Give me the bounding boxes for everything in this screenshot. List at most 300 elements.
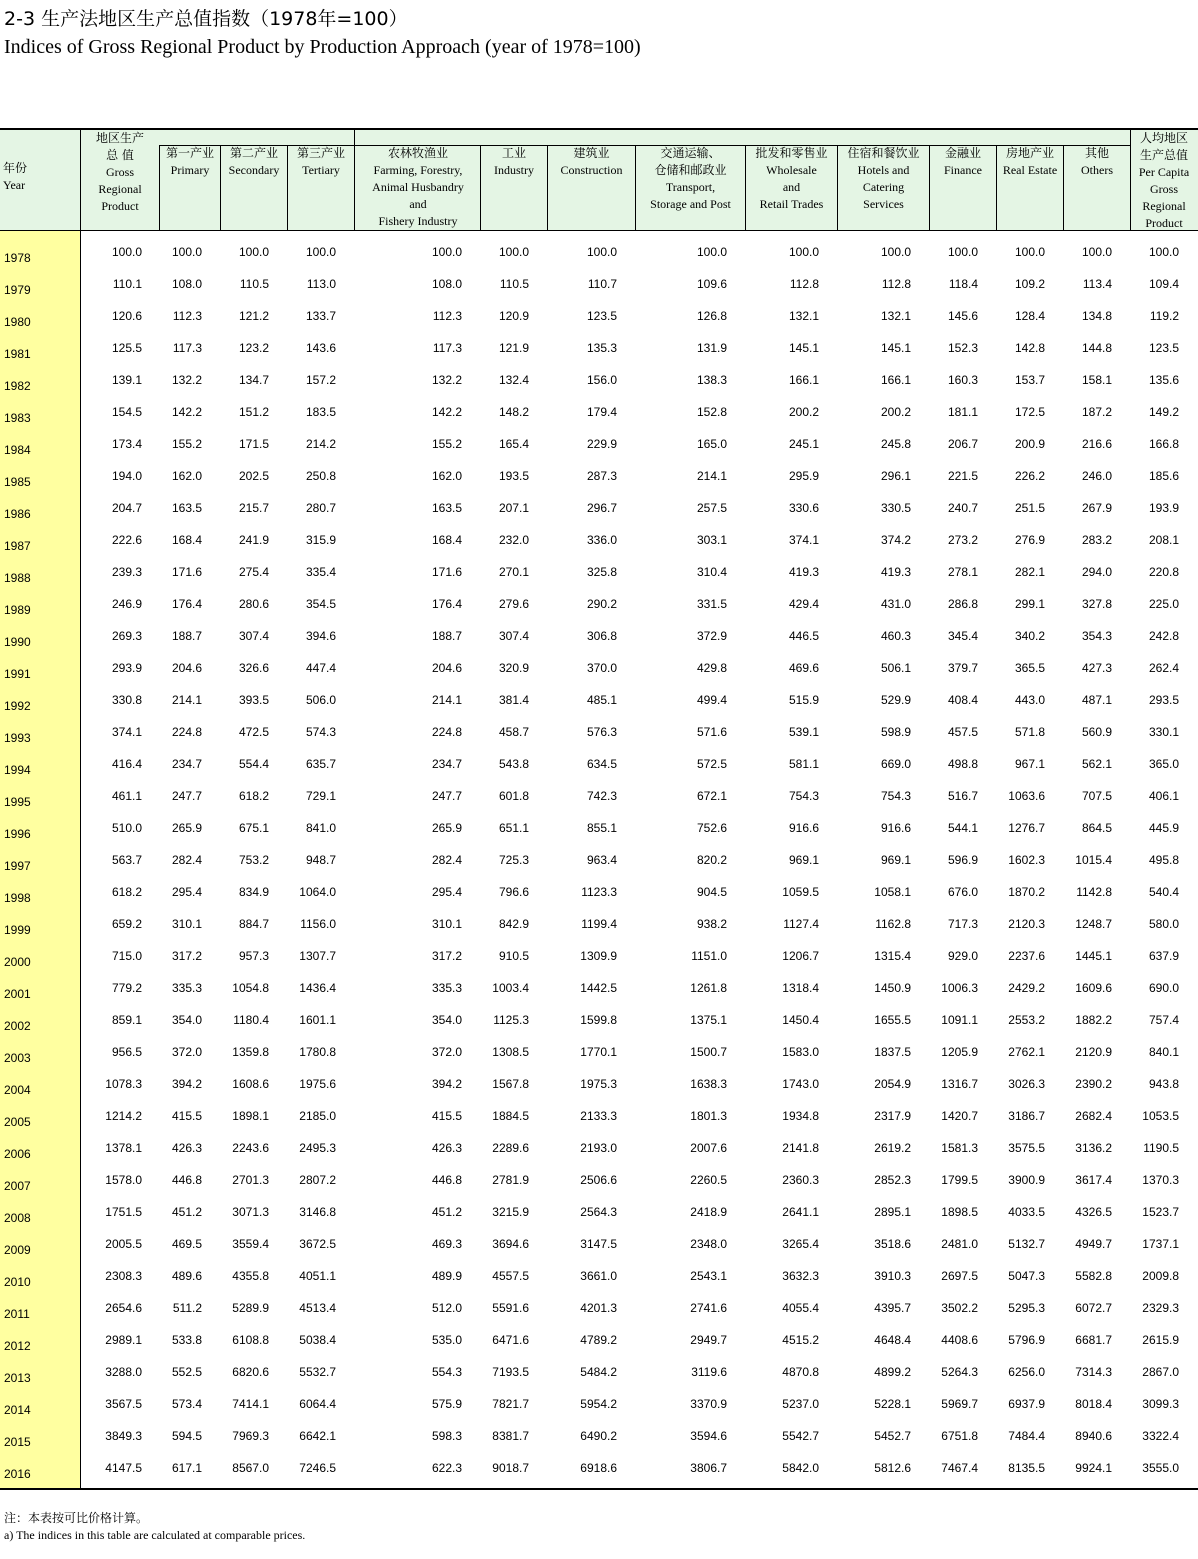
value-cell: 715.0 [111, 949, 142, 963]
value-cell: 1445.1 [1075, 949, 1112, 963]
value-cell: 152.8 [696, 405, 727, 419]
value-cell: 155.2 [431, 437, 462, 451]
value-cell: 1180.4 [233, 1013, 269, 1027]
value-cell: 179.4 [586, 405, 617, 419]
value-cell: 574.3 [305, 725, 336, 739]
value-cell: 118.4 [948, 277, 978, 291]
header-secondary: 第二产业 Secondary [228, 146, 280, 177]
value-cell: 112.8 [881, 277, 911, 291]
value-cell: 499.4 [696, 693, 727, 707]
year-cell: 2014 [4, 1403, 31, 1417]
table-row [0, 460, 1198, 492]
value-cell: 1837.5 [874, 1045, 911, 1059]
value-cell: 8381.7 [492, 1429, 529, 1443]
value-cell: 330.8 [111, 693, 142, 707]
value-cell: 3672.5 [299, 1237, 336, 1251]
table-row [0, 1228, 1198, 1260]
value-cell: 506.1 [880, 661, 911, 675]
table-row [0, 588, 1198, 620]
value-cell: 222.6 [111, 533, 142, 547]
value-cell: 461.1 [111, 789, 142, 803]
value-cell: 2120.9 [1075, 1045, 1112, 1059]
value-cell: 1205.9 [941, 1045, 978, 1059]
value-cell: 943.8 [1148, 1077, 1179, 1091]
value-cell: 176.4 [171, 597, 202, 611]
value-cell: 183.5 [305, 405, 336, 419]
value-cell: 207.1 [498, 501, 529, 515]
value-cell: 393.5 [238, 693, 269, 707]
value-cell: 2390.2 [1075, 1077, 1112, 1091]
table-row [0, 1196, 1198, 1228]
value-cell: 306.8 [586, 629, 617, 643]
table-row [0, 1452, 1198, 1484]
value-cell: 327.8 [1081, 597, 1112, 611]
value-cell: 247.7 [171, 789, 202, 803]
value-cell: 690.0 [1148, 981, 1179, 995]
value-cell: 4949.7 [1075, 1237, 1112, 1251]
header-transport: 交通运输、 仓储和邮政业 Transport, Storage and Post [650, 146, 731, 211]
table-row [0, 332, 1198, 364]
value-cell: 5047.3 [1008, 1269, 1045, 1283]
value-cell: 659.2 [111, 917, 142, 931]
value-cell: 134.7 [238, 373, 269, 387]
value-cell: 1898.1 [232, 1109, 269, 1123]
value-cell: 7467.4 [941, 1461, 978, 1475]
value-cell: 4051.1 [299, 1269, 336, 1283]
value-cell: 214.2 [305, 437, 336, 451]
value-cell: 394.6 [305, 629, 336, 643]
value-cell: 948.7 [305, 853, 336, 867]
value-cell: 202.5 [238, 469, 269, 483]
value-cell: 5289.9 [232, 1301, 269, 1315]
value-cell: 100.0 [431, 245, 462, 259]
value-cell: 742.3 [586, 789, 617, 803]
header-divider [287, 145, 288, 230]
value-cell: 2418.9 [690, 1205, 727, 1219]
table-row [0, 1132, 1198, 1164]
value-cell: 485.1 [586, 693, 617, 707]
value-cell: 336.0 [586, 533, 617, 547]
header-divider [929, 145, 930, 230]
value-cell: 100.0 [238, 245, 269, 259]
value-cell: 598.9 [880, 725, 911, 739]
value-cell: 133.7 [305, 309, 336, 323]
value-cell: 472.5 [238, 725, 269, 739]
value-cell: 3575.5 [1008, 1141, 1045, 1155]
value-cell: 365.0 [1148, 757, 1179, 771]
value-cell: 2807.2 [299, 1173, 336, 1187]
value-cell: 1770.1 [580, 1045, 617, 1059]
value-cell: 100.0 [1014, 245, 1045, 259]
value-cell: 120.9 [498, 309, 529, 323]
value-cell: 234.7 [171, 757, 202, 771]
value-cell: 753.2 [238, 853, 269, 867]
page-title-en: Indices of Gross Regional Product by Production Approach (year of 1978=100) [4, 36, 641, 58]
table-row [0, 556, 1198, 588]
value-cell: 443.0 [1014, 693, 1045, 707]
value-cell: 123.5 [1148, 341, 1179, 355]
value-cell: 622.3 [431, 1461, 462, 1475]
value-cell: 1602.3 [1008, 853, 1045, 867]
year-cell: 1979 [4, 283, 31, 297]
value-cell: 489.6 [171, 1269, 202, 1283]
value-cell: 594.5 [171, 1429, 202, 1443]
value-cell: 4147.5 [105, 1461, 142, 1475]
value-cell: 287.3 [586, 469, 617, 483]
value-cell: 1315.4 [874, 949, 911, 963]
value-cell: 132.2 [431, 373, 462, 387]
value-cell: 540.4 [1148, 885, 1179, 899]
value-cell: 5812.6 [874, 1461, 911, 1475]
value-cell: 109.4 [1148, 277, 1179, 291]
value-cell: 1523.7 [1142, 1205, 1179, 1219]
value-cell: 171.5 [238, 437, 269, 451]
value-cell: 394.2 [431, 1077, 462, 1091]
value-cell: 469.5 [171, 1237, 202, 1251]
value-cell: 5591.6 [492, 1301, 529, 1315]
value-cell: 109.2 [1014, 277, 1045, 291]
value-cell: 1151.0 [691, 949, 727, 963]
value-cell: 119.2 [1149, 309, 1179, 323]
value-cell: 110.7 [587, 277, 617, 291]
value-cell: 220.8 [1148, 565, 1179, 579]
value-cell: 208.1 [1148, 533, 1179, 547]
value-cell: 2120.3 [1008, 917, 1045, 931]
value-cell: 841.0 [305, 821, 336, 835]
value-cell: 4789.2 [580, 1333, 617, 1347]
value-cell: 290.2 [586, 597, 617, 611]
value-cell: 1053.5 [1142, 1109, 1179, 1123]
table-row [0, 236, 1198, 268]
year-cell: 1980 [4, 315, 31, 329]
value-cell: 4870.8 [782, 1365, 819, 1379]
value-cell: 6751.8 [941, 1429, 978, 1443]
value-cell: 1609.6 [1075, 981, 1112, 995]
value-cell: 2308.3 [105, 1269, 142, 1283]
value-cell: 1898.5 [941, 1205, 978, 1219]
value-cell: 200.2 [788, 405, 819, 419]
value-cell: 406.1 [1148, 789, 1179, 803]
value-cell: 1162.8 [875, 917, 911, 931]
value-cell: 426.3 [171, 1141, 202, 1155]
header-farming: 农林牧渔业 Farming, Forestry, Animal Husbandry and Fishery Industry [372, 146, 464, 228]
value-cell: 8567.0 [232, 1461, 269, 1475]
value-cell: 6072.7 [1075, 1301, 1112, 1315]
value-cell: 675.1 [238, 821, 269, 835]
value-cell: 1578.0 [105, 1173, 142, 1187]
value-cell: 100.0 [1148, 245, 1179, 259]
table-row [0, 1164, 1198, 1196]
value-cell: 516.7 [947, 789, 978, 803]
value-cell: 145.6 [947, 309, 978, 323]
value-cell: 429.8 [696, 661, 727, 675]
value-cell: 5237.0 [782, 1397, 819, 1411]
value-cell: 158.1 [1081, 373, 1112, 387]
value-cell: 113.0 [306, 277, 336, 291]
value-cell: 1882.2 [1075, 1013, 1112, 1027]
year-cell: 1986 [4, 507, 31, 521]
value-cell: 969.1 [880, 853, 911, 867]
value-cell: 112.3 [432, 309, 462, 323]
value-cell: 618.2 [238, 789, 269, 803]
value-cell: 331.5 [696, 597, 727, 611]
value-cell: 2701.3 [232, 1173, 269, 1187]
table-row [0, 876, 1198, 908]
value-cell: 247.7 [431, 789, 462, 803]
value-cell: 5842.0 [782, 1461, 819, 1475]
value-cell: 4515.2 [782, 1333, 819, 1347]
value-cell: 1006.3 [941, 981, 978, 995]
value-cell: 1318.4 [782, 981, 819, 995]
year-cell: 1998 [4, 891, 31, 905]
value-cell: 372.0 [171, 1045, 202, 1059]
value-cell: 446.8 [171, 1173, 202, 1187]
value-cell: 125.5 [111, 341, 142, 355]
value-cell: 1276.7 [1008, 821, 1045, 835]
year-cell: 1978 [4, 251, 31, 265]
value-cell: 100.0 [305, 245, 336, 259]
value-cell: 185.6 [1148, 469, 1179, 483]
value-cell: 910.5 [498, 949, 529, 963]
year-cell: 2001 [4, 987, 31, 1001]
value-cell: 2697.5 [941, 1269, 978, 1283]
value-cell: 131.9 [696, 341, 727, 355]
value-cell: 6918.6 [580, 1461, 617, 1475]
value-cell: 3594.6 [690, 1429, 727, 1443]
year-cell: 2007 [4, 1179, 31, 1193]
value-cell: 293.9 [111, 661, 142, 675]
value-cell: 168.4 [171, 533, 202, 547]
value-cell: 1450.9 [874, 981, 911, 995]
value-cell: 242.8 [1148, 629, 1179, 643]
value-cell: 634.5 [586, 757, 617, 771]
value-cell: 415.5 [171, 1109, 202, 1123]
value-cell: 145.1 [880, 341, 911, 355]
value-cell: 3910.3 [874, 1269, 911, 1283]
value-cell: 303.1 [696, 533, 727, 547]
value-cell: 5264.3 [941, 1365, 978, 1379]
value-cell: 754.3 [788, 789, 819, 803]
table-row [0, 1068, 1198, 1100]
header-divider [547, 145, 548, 230]
value-cell: 145.1 [788, 341, 819, 355]
value-cell: 2619.2 [874, 1141, 911, 1155]
header-construction: 建筑业 Construction [560, 146, 623, 177]
value-cell: 3186.7 [1008, 1109, 1045, 1123]
value-cell: 5532.7 [299, 1365, 336, 1379]
value-cell: 4201.3 [580, 1301, 617, 1315]
table-row [0, 684, 1198, 716]
value-cell: 580.0 [1148, 917, 1179, 931]
value-cell: 3900.9 [1008, 1173, 1045, 1187]
value-cell: 155.2 [171, 437, 202, 451]
value-cell: 310.1 [171, 917, 202, 931]
year-cell: 1988 [4, 571, 31, 585]
value-cell: 1599.8 [580, 1013, 617, 1027]
value-cell: 7821.7 [492, 1397, 529, 1411]
header-group-rule [354, 145, 1130, 146]
value-cell: 969.1 [788, 853, 819, 867]
value-cell: 206.7 [947, 437, 978, 451]
value-cell: 1063.6 [1008, 789, 1045, 803]
year-cell: 1994 [4, 763, 31, 777]
value-cell: 340.2 [1014, 629, 1045, 643]
value-cell: 165.4 [498, 437, 529, 451]
value-cell: 330.5 [880, 501, 911, 515]
value-cell: 335.3 [431, 981, 462, 995]
value-cell: 200.2 [880, 405, 911, 419]
table-row [0, 1260, 1198, 1292]
value-cell: 672.1 [696, 789, 727, 803]
value-cell: 132.2 [171, 373, 202, 387]
value-cell: 543.8 [498, 757, 529, 771]
value-cell: 250.8 [305, 469, 336, 483]
value-cell: 224.8 [171, 725, 202, 739]
value-cell: 296.1 [880, 469, 911, 483]
year-cell: 2015 [4, 1435, 31, 1449]
header-divider [996, 145, 997, 230]
value-cell: 171.6 [431, 565, 462, 579]
value-cell: 246.9 [111, 597, 142, 611]
year-cell: 2006 [4, 1147, 31, 1161]
value-cell: 1064.0 [299, 885, 336, 899]
value-cell: 1316.7 [941, 1077, 978, 1091]
year-cell: 1995 [4, 795, 31, 809]
year-cell: 1999 [4, 923, 31, 937]
value-cell: 193.9 [1148, 501, 1179, 515]
value-cell: 533.8 [171, 1333, 202, 1347]
value-cell: 257.5 [696, 501, 727, 515]
value-cell: 1442.5 [580, 981, 617, 995]
value-cell: 957.3 [238, 949, 269, 963]
header-finance: 金融业 Finance [944, 146, 982, 177]
value-cell: 226.2 [1014, 469, 1045, 483]
value-cell: 1934.8 [782, 1109, 819, 1123]
value-cell: 5484.2 [580, 1365, 617, 1379]
value-cell: 8940.6 [1075, 1429, 1112, 1443]
value-cell: 864.5 [1081, 821, 1112, 835]
value-cell: 276.9 [1014, 533, 1045, 547]
value-cell: 419.3 [788, 565, 819, 579]
value-cell: 317.2 [171, 949, 202, 963]
value-cell: 1581.3 [941, 1141, 978, 1155]
value-cell: 3099.3 [1142, 1397, 1179, 1411]
value-cell: 2133.3 [580, 1109, 617, 1123]
value-cell: 779.2 [111, 981, 142, 995]
value-cell: 187.2 [1081, 405, 1112, 419]
value-cell: 1884.5 [492, 1109, 529, 1123]
value-cell: 9924.1 [1075, 1461, 1112, 1475]
year-cell: 2013 [4, 1371, 31, 1385]
value-cell: 320.9 [498, 661, 529, 675]
value-cell: 307.4 [498, 629, 529, 643]
value-cell: 262.4 [1148, 661, 1179, 675]
value-cell: 515.9 [788, 693, 819, 707]
year-cell: 1984 [4, 443, 31, 457]
value-cell: 149.2 [1148, 405, 1179, 419]
year-cell: 2003 [4, 1051, 31, 1065]
value-cell: 117.3 [172, 341, 202, 355]
table-row [0, 1004, 1198, 1036]
value-cell: 294.0 [1081, 565, 1112, 579]
value-cell: 757.4 [1148, 1013, 1179, 1027]
value-cell: 752.6 [696, 821, 727, 835]
value-cell: 372.0 [431, 1045, 462, 1059]
header-top-rule [0, 128, 1198, 130]
value-cell: 3617.4 [1075, 1173, 1112, 1187]
value-cell: 335.4 [305, 565, 336, 579]
value-cell: 4408.6 [941, 1333, 978, 1347]
value-cell: 1248.7 [1075, 917, 1112, 931]
value-cell: 162.0 [431, 469, 462, 483]
value-cell: 153.7 [1014, 373, 1045, 387]
value-cell: 1601.1 [299, 1013, 336, 1027]
value-cell: 3288.0 [105, 1365, 142, 1379]
value-cell: 469.6 [788, 661, 819, 675]
value-cell: 295.4 [431, 885, 462, 899]
value-cell: 354.5 [305, 597, 336, 611]
value-cell: 2317.9 [874, 1109, 911, 1123]
value-cell: 1059.5 [782, 885, 819, 899]
value-cell: 3661.0 [580, 1269, 617, 1283]
header-divider [635, 145, 636, 230]
value-cell: 2193.0 [580, 1141, 617, 1155]
value-cell: 451.2 [431, 1205, 462, 1219]
value-cell: 214.1 [696, 469, 727, 483]
value-cell: 2495.3 [299, 1141, 336, 1155]
value-cell: 1261.8 [690, 981, 727, 995]
value-cell: 419.3 [880, 565, 911, 579]
value-cell: 2243.6 [232, 1141, 269, 1155]
value-cell: 571.8 [1014, 725, 1045, 739]
value-cell: 916.6 [880, 821, 911, 835]
value-cell: 6108.8 [232, 1333, 269, 1347]
value-cell: 554.4 [238, 757, 269, 771]
value-cell: 374.1 [111, 725, 142, 739]
value-cell: 539.1 [788, 725, 819, 739]
value-cell: 1801.3 [690, 1109, 727, 1123]
value-cell: 265.9 [171, 821, 202, 835]
value-cell: 554.3 [431, 1365, 462, 1379]
value-cell: 148.2 [498, 405, 529, 419]
value-cell: 859.1 [111, 1013, 142, 1027]
header-year: 年份 Year [3, 161, 28, 192]
value-cell: 3518.6 [874, 1237, 911, 1251]
value-cell: 2553.2 [1008, 1013, 1045, 1027]
year-cell: 1997 [4, 859, 31, 873]
year-cell: 1981 [4, 347, 31, 361]
value-cell: 110.5 [499, 277, 529, 291]
value-cell: 144.8 [1081, 341, 1112, 355]
value-cell: 139.1 [111, 373, 142, 387]
header-wholesale: 批发和零售业 Wholesale and Retail Trades [755, 146, 828, 211]
value-cell: 2682.4 [1075, 1109, 1112, 1123]
value-cell: 1190.5 [1143, 1141, 1179, 1155]
year-cell: 2002 [4, 1019, 31, 1033]
value-cell: 967.1 [1014, 757, 1045, 771]
value-cell: 239.3 [111, 565, 142, 579]
value-cell: 884.7 [238, 917, 269, 931]
value-cell: 315.9 [305, 533, 336, 547]
value-cell: 576.3 [586, 725, 617, 739]
header-divider [837, 145, 838, 230]
value-cell: 282.4 [171, 853, 202, 867]
value-cell: 511.2 [172, 1301, 202, 1315]
value-cell: 3567.5 [105, 1397, 142, 1411]
value-cell: 1058.1 [874, 885, 911, 899]
value-cell: 1206.7 [782, 949, 819, 963]
value-cell: 445.9 [1148, 821, 1179, 835]
